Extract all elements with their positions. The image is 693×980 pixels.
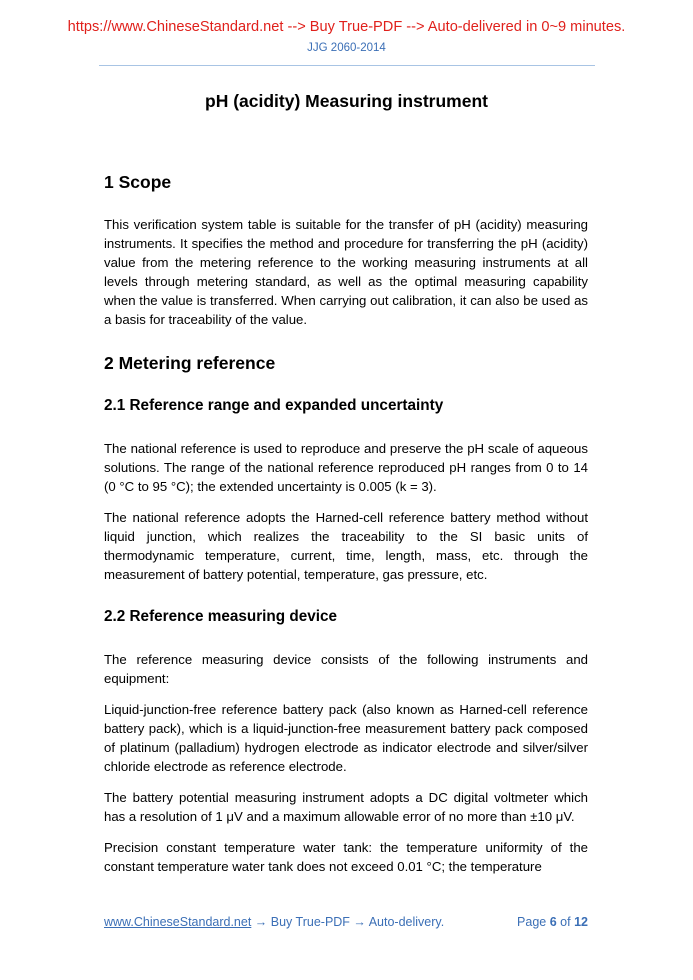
section-1-paragraph: This verification system table is suitable for the transfer of pH (acidity) measuring instruments. It specifies the method and procedure for transferring the pH (acidity) value from the metering reference to the working measuring instruments at all levels through metering standard, as well as the optimal measuring capability when the value is transferred. When carrying out calibration, it can also be used as a basis for traceability of the value. [104,217,588,327]
standard-number: JJG 2060-2014 [307,42,386,54]
footer-tail: → Buy True-PDF → Auto-delivery. [251,915,445,929]
section-2-1-paragraph-1: The national reference is used to reproduce and preserve the pH scale of aqueous solutions. The range of the national reference reproduced pH ranges from 0 to 14 (0 °C to 95 °C); the extended uncertainty is 0.005 (k = 3). [104,441,588,494]
section-2-1-paragraph-2: The national reference adopts the Harned-cell reference battery method without liquid junction, which realizes the traceability to the SI basic units of thermodynamic temperature, current, time, length, mass, etc. through the measurement of battery potential, temperature, gas pressure, etc. [104,510,588,582]
page-label: Page [517,915,547,929]
page-footer [104,915,588,929]
of-label: of [560,915,571,929]
section-2-2-paragraph-3: The battery potential measuring instrument adopts a DC digital voltmeter which has a resolution of 1 μV and a maximum allowable error of no more than ±10 μV. [104,790,588,824]
page-total: 12 [574,915,588,929]
header-banner[interactable]: https://www.ChineseStandard.net --> Buy True-PDF --> Auto-delivered in 0~9 minutes. [67,19,626,35]
section-1-heading: 1 Scope [104,172,172,192]
document-title: pH (acidity) Measuring instrument [205,91,488,111]
page-number: 6 [549,915,557,929]
page-indicator [517,915,588,929]
section-2-heading: 2 Metering reference [104,353,276,373]
section-2-2-paragraph-1: The reference measuring device consists of the following instruments and equipment: [104,652,588,686]
document-body [104,170,588,876]
footer-link[interactable]: www.ChineseStandard.net [104,915,252,929]
section-2-1-heading: 2.1 Reference range and expanded uncertainty [104,397,444,414]
section-2-2-paragraph-4: Precision constant temperature water tank: the temperature uniformity of the constant temperature water tank does not exceed 0.01 °C; the temperature [104,840,588,874]
header-divider [99,65,595,66]
section-2-2-paragraph-2: Liquid-junction-free reference battery pack (also known as Harned-cell reference battery pack), which is a liquid-junction-free measurement battery pack composed of platinum (palladium) hydrogen electrode as indicator electrode and silver/silver chloride electrode as reference electrode. [104,702,588,774]
section-2-2-heading: 2.2 Reference measuring device [104,608,337,625]
